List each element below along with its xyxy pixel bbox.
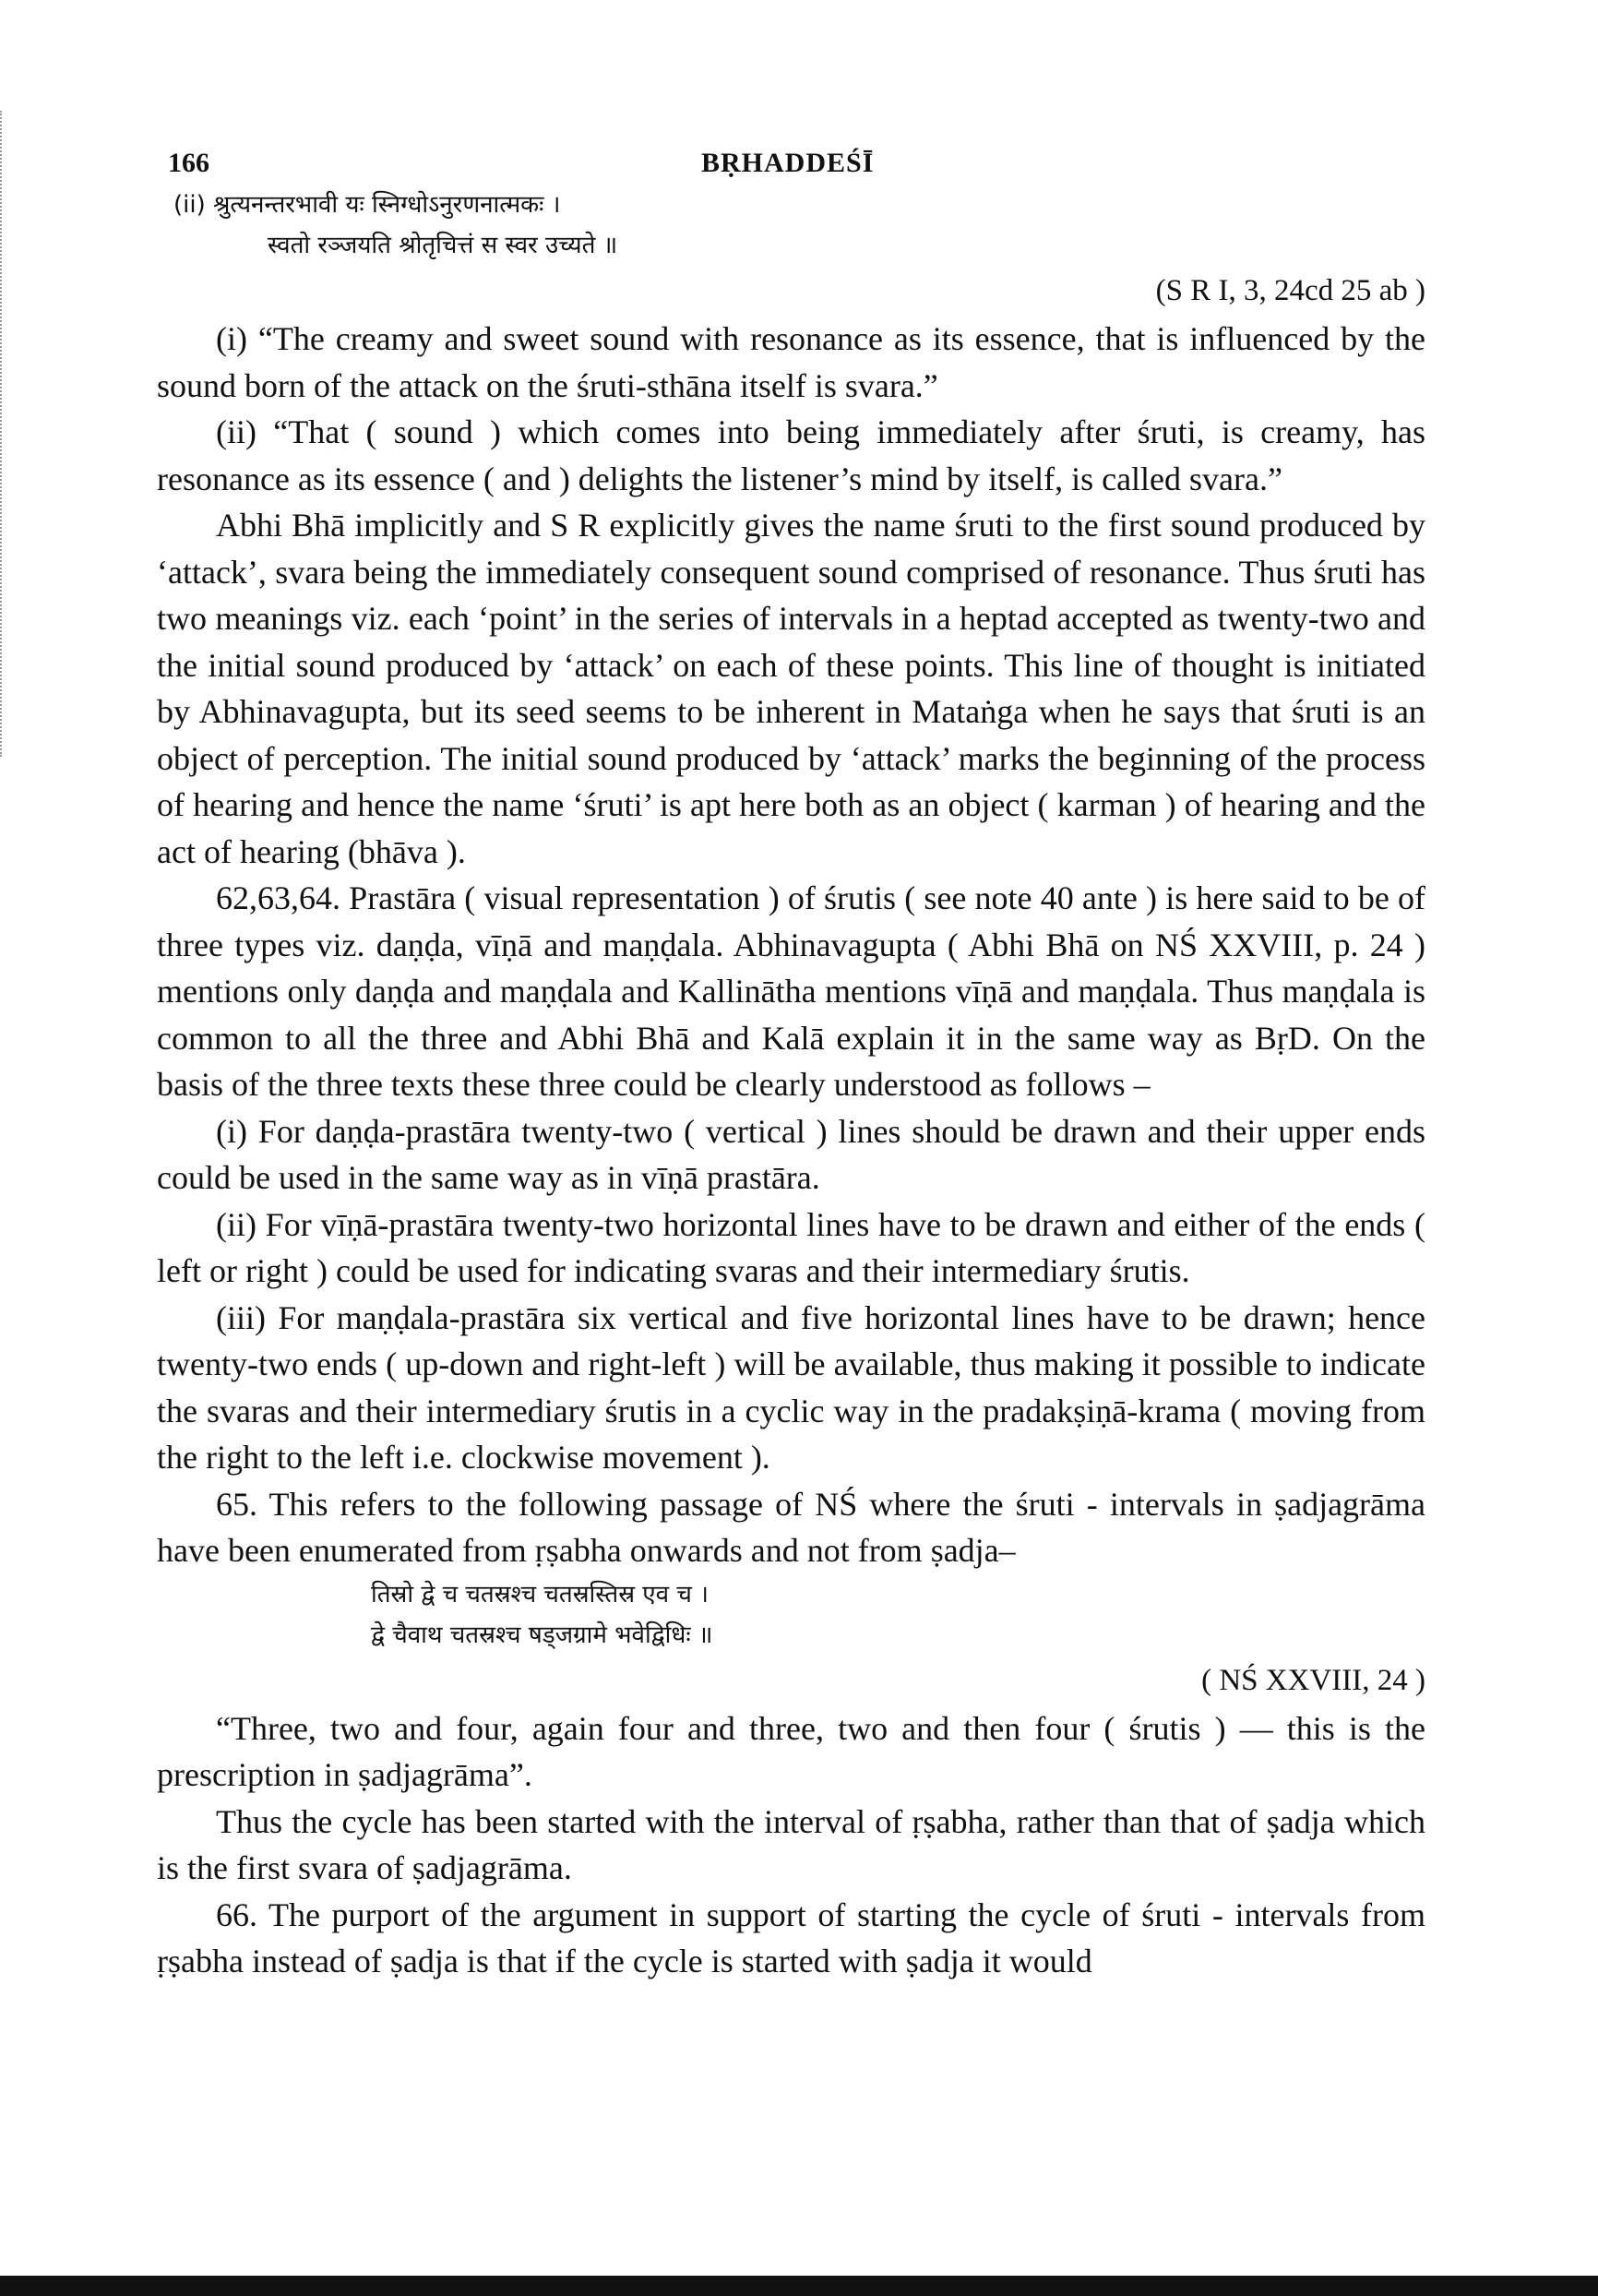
paragraph: (ii) “That ( sound ) which comes into being immediately after śruti, is creamy, has resonance as its essence ( and ) delights the listener’s mind by itself, is called svara.”	[157, 413, 1425, 497]
page-number: 166	[168, 148, 209, 178]
sanskrit-verse-b	[157, 1574, 1425, 1656]
paragraph: 62,63,64. Prastāra ( visual representation ) of śrutis ( see note 40 ante ) is here said to be of three types viz. daṇḍa, vīṇā and maṇḍala. Abhinavagupta ( Abhi Bhā on NŚ XXVIII, p. 24 ) mentions only daṇḍa and maṇḍala and Kallinātha mentions vīṇā and maṇḍala. Thus maṇḍala is common to all the three and Abhi Bhā and Kalā explain it in the same way as BṛD. On the basis of the three texts these three could be clearly understood as follows –	[157, 879, 1425, 1103]
paragraph: (ii) For vīṇā-prastāra twenty-two horizontal lines have to be drawn and either of the ends ( left or right ) could be used for indicating svaras and their intermediary śrutis.	[157, 1205, 1425, 1289]
verse-b-reference: ( NŚ XXVIII, 24 )	[1201, 1663, 1425, 1697]
sanskrit-verse-a	[157, 185, 1425, 266]
paragraph: Thus the cycle has been started with the interval of ṛṣabha, rather than that of ṣadja which is the first svara of ṣadjagrāma.	[157, 1802, 1425, 1886]
verse-b-line-1: तिस्रो द्वे च चतस्रश्च चतस्रस्तिस्र एव च ।	[371, 1580, 710, 1608]
paragraph: Abhi Bhā implicitly and S R explicitly gives the name śruti to the first sound produced by ‘attack’, svara being the immediately consequent sound comprised of resonance. Thus śruti has two meanings viz. each ‘point’ in the series of intervals in a heptad accepted as twenty-two and the initial sound produced by ‘attack’ on each of these points. This line of thought is initiated by Abhinavagupta, but its seed seems to be inherent in Mataṅga when he says that śruti is an object of perception. The initial sound produced by ‘attack’ marks the beginning of the process of hearing and hence the name ‘śruti’ is apt here both as an object ( karman ) of hearing and the act of hearing (bhāva ).	[157, 507, 1425, 870]
verse-a-line-1: (ii) श्रुत्यनन्तरभावी यः स्निग्धोऽनुरणनात्मकः ।	[173, 191, 561, 219]
paragraph: 65. This refers to the following passage of NŚ where the śruti - intervals in ṣadjagrāma have been enumerated from ṛṣabha onwards and not from ṣadja–	[157, 1485, 1425, 1569]
paragraph: “Three, two and four, again four and three, two and then four ( śrutis ) — this is the prescription in ṣadjagrāma”.	[157, 1709, 1425, 1793]
margin-scan-marks	[0, 111, 11, 757]
running-title: BṚHADDEŚĪ	[701, 148, 875, 178]
page-body	[157, 138, 1425, 1985]
running-header	[157, 138, 1425, 185]
verse-b-line-2: द्वे चैवाथ चतस्रश्च षड्जग्रामे भवेद्विधिः ॥	[371, 1620, 713, 1649]
scan-bottom-edge	[0, 2276, 1598, 2296]
verse-a-reference: (S R I, 3, 24cd 25 ab )	[1155, 274, 1425, 307]
verse-a-line-2: स्वतो रञ्जयति श्रोतृचित्तं स स्वर उच्यते ॥	[268, 232, 618, 259]
paragraph: (i) For daṇḍa-prastāra twenty-two ( vertical ) lines should be drawn and their upper ends could be used in the same way as in vīṇā prastāra.	[157, 1112, 1425, 1196]
paragraph: (i) “The creamy and sweet sound with resonance as its essence, that is influenced by the sound born of the attack on the śruti-sthāna itself is svara.”	[157, 320, 1425, 404]
paragraph: (iii) For maṇḍala-prastāra six vertical and five horizontal lines have to be drawn; hence twenty-two ends ( up-down and right-left ) will be available, thus making it possible to indicate the svaras and their intermediary śrutis in a cyclic way in the pradakṣiṇā-krama ( moving from the right to the left i.e. clockwise movement ).	[157, 1298, 1425, 1476]
paragraph: 66. The purport of the argument in support of starting the cycle of śruti - intervals from ṛṣabha instead of ṣadja is that if the cycle is started with ṣadja it would	[157, 1895, 1425, 1979]
